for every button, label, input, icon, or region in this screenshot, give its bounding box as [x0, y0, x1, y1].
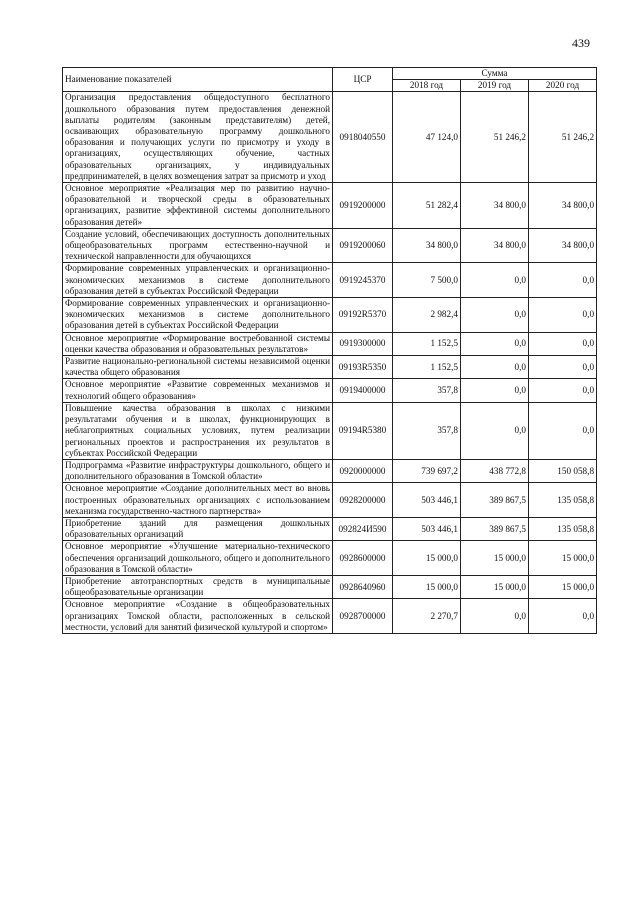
row-csr-cell: 09192R5370: [333, 298, 393, 333]
table-row: [63, 332, 597, 355]
table-row: [63, 517, 597, 540]
row-csr-cell: 0919200060: [333, 228, 393, 263]
row-value-2020-cell: 0,0: [529, 379, 597, 402]
row-value-2019-cell: 15 000,0: [461, 575, 529, 598]
table-row: [63, 228, 597, 263]
row-name-cell: Основное мероприятие «Улучшение материально-технического обеспечения организаций дошкольного, общего и дополнительного образования в Томской области»: [63, 541, 333, 576]
row-value-2019-cell: 0,0: [461, 332, 529, 355]
row-value-2018-cell: 15 000,0: [393, 541, 461, 576]
row-value-2020-cell: 0,0: [529, 298, 597, 333]
table-header-row: [63, 68, 597, 80]
header-year-2019: 2019 год: [461, 80, 529, 92]
row-value-2018-cell: 1 152,5: [393, 332, 461, 355]
row-value-2019-cell: 15 000,0: [461, 541, 529, 576]
row-value-2020-cell: 150 058,8: [529, 459, 597, 482]
row-csr-cell: 0919300000: [333, 332, 393, 355]
row-value-2018-cell: 1 152,5: [393, 356, 461, 379]
row-value-2019-cell: 0,0: [461, 402, 529, 459]
row-name-cell: Формирование современных управленческих и организационно-экономических механизмов в системе дополнительного образования детей в субъектах Российской Федерации: [63, 298, 333, 333]
header-csr: ЦСР: [333, 68, 393, 92]
page-number: 439: [572, 36, 590, 50]
budget-table: [62, 67, 597, 634]
row-value-2019-cell: 0,0: [461, 263, 529, 298]
row-value-2018-cell: 7 500,0: [393, 263, 461, 298]
row-value-2020-cell: 0,0: [529, 599, 597, 634]
row-name-cell: Основное мероприятие «Создание в общеобразовательных организациях Томской области, расположенных в сельской местности, условий для занятий физической культурой и спортом»: [63, 599, 333, 634]
row-name-cell: Основное мероприятие «Развитие современных механизмов и технологий общего образования»: [63, 379, 333, 402]
row-csr-cell: 0919400000: [333, 379, 393, 402]
row-value-2020-cell: 0,0: [529, 332, 597, 355]
row-value-2018-cell: 503 446,1: [393, 483, 461, 518]
table-row: [63, 483, 597, 518]
row-value-2019-cell: 0,0: [461, 599, 529, 634]
row-value-2020-cell: 15 000,0: [529, 575, 597, 598]
row-value-2019-cell: 34 800,0: [461, 183, 529, 229]
row-csr-cell: 09194R5380: [333, 402, 393, 459]
row-value-2020-cell: 34 800,0: [529, 228, 597, 263]
row-value-2020-cell: 15 000,0: [529, 541, 597, 576]
header-name: Наименование показателей: [63, 68, 333, 92]
row-value-2018-cell: 47 124,0: [393, 92, 461, 183]
row-value-2019-cell: 389 867,5: [461, 483, 529, 518]
header-sum: Сумма: [393, 68, 597, 80]
row-name-cell: Развитие национально-региональной системы независимой оценки качества общего образования: [63, 356, 333, 379]
row-value-2020-cell: 0,0: [529, 402, 597, 459]
row-value-2018-cell: 2 982,4: [393, 298, 461, 333]
row-value-2020-cell: 135 058,8: [529, 517, 597, 540]
row-csr-cell: 0919245370: [333, 263, 393, 298]
row-name-cell: Подпрограмма «Развитие инфраструктуры дошкольного, общего и дополнительного образования в Томской области»: [63, 459, 333, 482]
row-name-cell: Создание условий, обеспечивающих доступность дополнительных общеобразовательных программ естественно-научной и технической направленности для обучающихся: [63, 228, 333, 263]
table-row: [63, 575, 597, 598]
row-csr-cell: 0928600000: [333, 541, 393, 576]
table-row: [63, 183, 597, 229]
row-csr-cell: 09193R5350: [333, 356, 393, 379]
row-value-2018-cell: 15 000,0: [393, 575, 461, 598]
row-csr-cell: 0920000000: [333, 459, 393, 482]
row-value-2018-cell: 357,8: [393, 402, 461, 459]
row-csr-cell: 0918040550: [333, 92, 393, 183]
table-row: [63, 263, 597, 298]
row-name-cell: Повышение качества образования в школах с низкими результатами обучения и в школах, функционирующих в неблагоприятных социальных условиях, путем реализации региональных проектов и распространения их результатов в субъектах Российской Федерации: [63, 402, 333, 459]
row-csr-cell: 0928700000: [333, 599, 393, 634]
row-value-2018-cell: 357,8: [393, 379, 461, 402]
row-value-2020-cell: 0,0: [529, 356, 597, 379]
row-value-2020-cell: 135 058,8: [529, 483, 597, 518]
header-year-2020: 2020 год: [529, 80, 597, 92]
row-value-2018-cell: 503 446,1: [393, 517, 461, 540]
row-value-2019-cell: 0,0: [461, 356, 529, 379]
table-row: [63, 599, 597, 634]
row-name-cell: Основное мероприятие «Реализация мер по развитию научно-образовательной и творческой среды в образовательных организациях, развитие эффективной системы дополнительного образования детей»: [63, 183, 333, 229]
table-row: [63, 92, 597, 183]
row-value-2020-cell: 34 800,0: [529, 183, 597, 229]
row-csr-cell: 0919200000: [333, 183, 393, 229]
table-row: [63, 541, 597, 576]
row-value-2019-cell: 0,0: [461, 298, 529, 333]
row-value-2018-cell: 2 270,7: [393, 599, 461, 634]
row-csr-cell: 092824И590: [333, 517, 393, 540]
row-value-2019-cell: 0,0: [461, 379, 529, 402]
row-value-2019-cell: 51 246,2: [461, 92, 529, 183]
row-value-2018-cell: 739 697,2: [393, 459, 461, 482]
table-row: [63, 356, 597, 379]
row-value-2018-cell: 34 800,0: [393, 228, 461, 263]
row-csr-cell: 0928200000: [333, 483, 393, 518]
row-name-cell: Организация предоставления общедоступного бесплатного дошкольного образования путем предоставления денежной выплаты родителям (законным представителям) детей, осваивающих образовательную программу дошкольного образования и получающих услуги по присмотру и уходу в организациях, осуществляющих обучение, частных образовательных организациях, у индивидуальных предпринимателей, в целях возмещения затрат за присмотр и уход: [63, 92, 333, 183]
row-value-2019-cell: 438 772,8: [461, 459, 529, 482]
table-row: [63, 459, 597, 482]
row-value-2019-cell: 34 800,0: [461, 228, 529, 263]
row-csr-cell: 0928640960: [333, 575, 393, 598]
row-name-cell: Формирование современных управленческих и организационно-экономических механизмов в системе дополнительного образования детей в субъектах Российской Федерации: [63, 263, 333, 298]
header-year-2018: 2018 год: [393, 80, 461, 92]
row-name-cell: Приобретение зданий для размещения дошкольных образовательных организаций: [63, 517, 333, 540]
row-name-cell: Приобретение автотранспортных средств в муниципальные общеобразовательные организации: [63, 575, 333, 598]
row-name-cell: Основное мероприятие «Создание дополнительных мест во вновь построенных образовательных организациях с использованием механизма государственно-частного партнерства»: [63, 483, 333, 518]
table-row: [63, 379, 597, 402]
row-value-2020-cell: 0,0: [529, 263, 597, 298]
row-name-cell: Основное мероприятие «Формирование востребованной системы оценки качества образования и образовательных результатов»: [63, 332, 333, 355]
table-row: [63, 402, 597, 459]
row-value-2018-cell: 51 282,4: [393, 183, 461, 229]
table-body: [63, 92, 597, 634]
row-value-2019-cell: 389 867,5: [461, 517, 529, 540]
table-row: [63, 298, 597, 333]
row-value-2020-cell: 51 246,2: [529, 92, 597, 183]
